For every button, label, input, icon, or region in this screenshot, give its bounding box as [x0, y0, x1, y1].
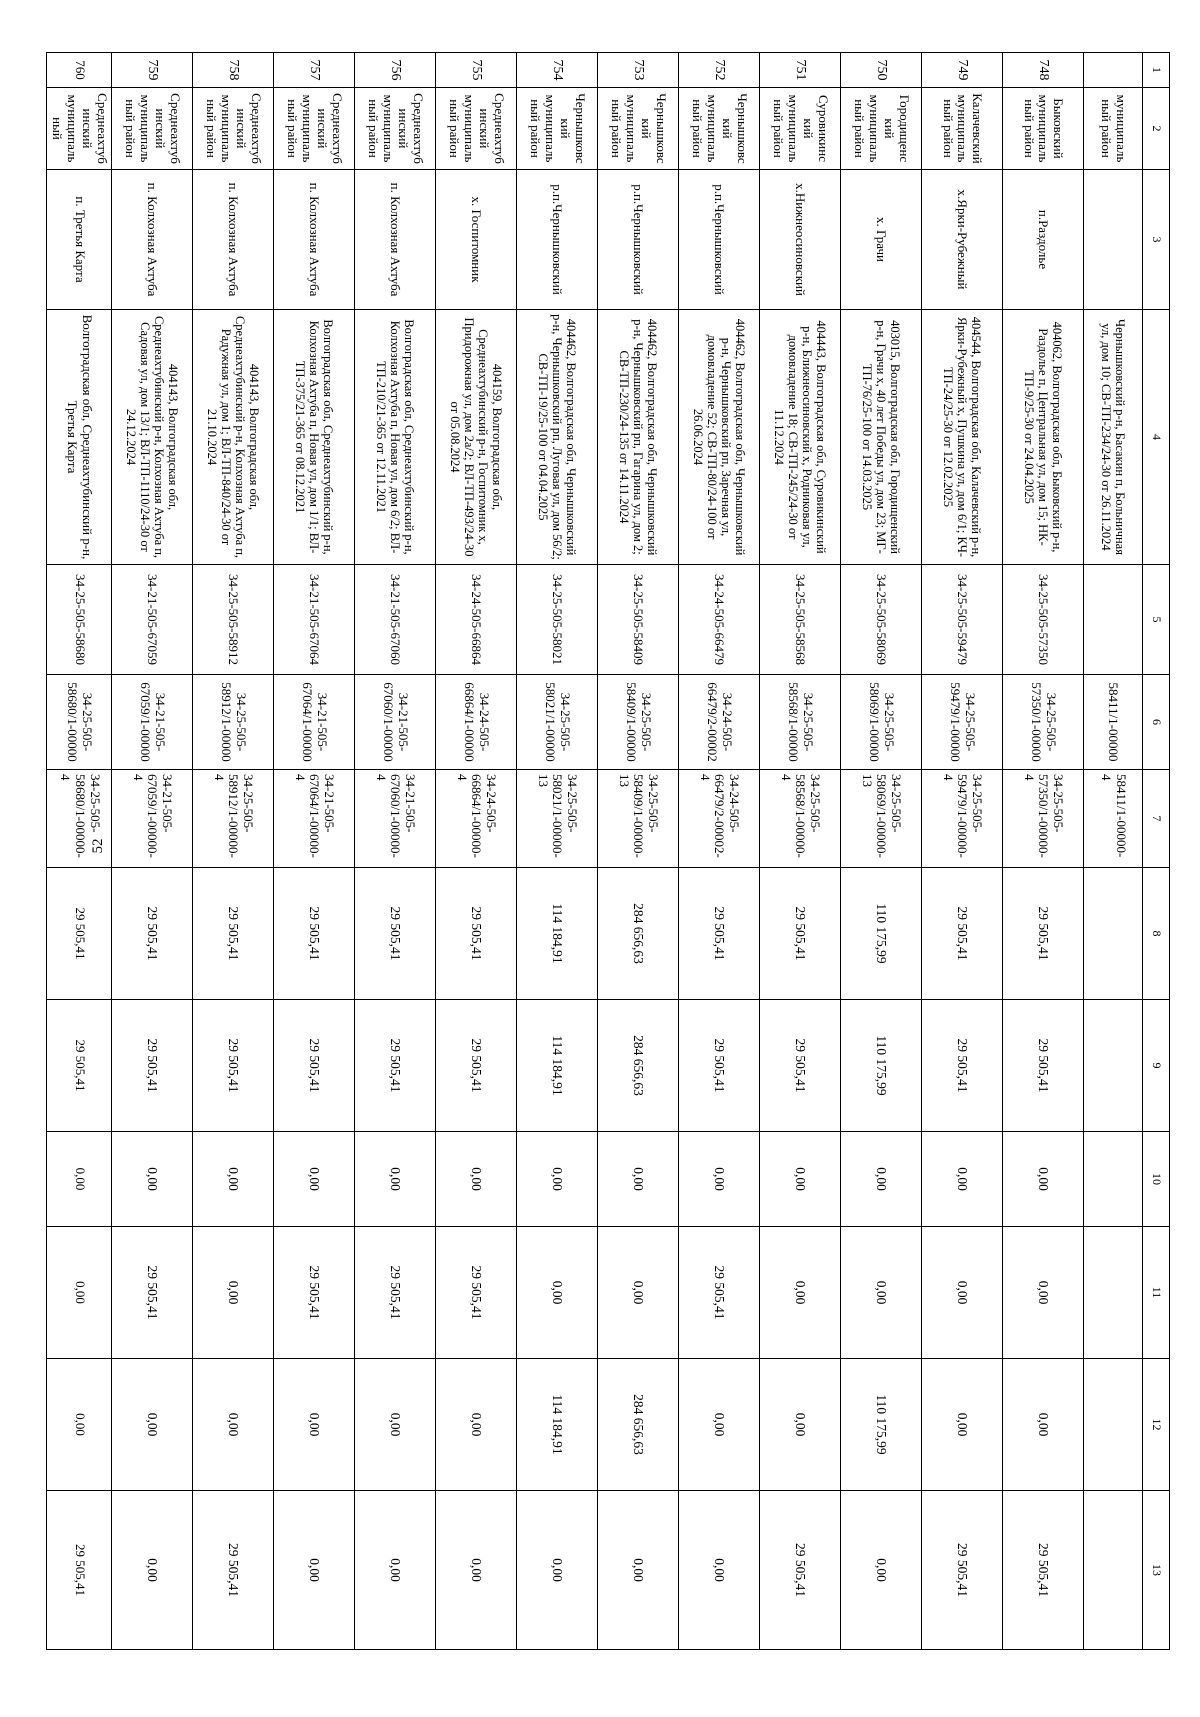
amount-cell: 0,00: [436, 1132, 517, 1227]
amount-cell: 29 505,41: [760, 1000, 841, 1132]
row-index: 760: [47, 53, 112, 88]
subaccount-cell: 34-21-505-67064/1-00000-4: [274, 770, 355, 868]
amount-cell: 29 505,41: [922, 1000, 1003, 1132]
amount-cell: 29 505,41: [193, 1491, 274, 1650]
table-row: [274, 53, 355, 1650]
amount-cell: 0,00: [679, 1359, 760, 1491]
district-cell: Среднеахтубинский муниципальный район: [193, 88, 274, 170]
rotated-table-container: [50, 52, 1170, 1649]
account-cell: 34-21-505-67064/1-00000: [274, 675, 355, 770]
amount-cell: 0,00: [760, 1132, 841, 1227]
amount-cell: 0,00: [355, 1132, 436, 1227]
table-body: [47, 53, 1170, 1650]
amount-cell: 0,00: [112, 1359, 193, 1491]
amount-cell: 114 184,91: [517, 868, 598, 1000]
code-cell: 34-25-505-59479: [922, 565, 1003, 675]
amount-cell: 29 505,41: [193, 1000, 274, 1132]
settlement-cell: п. Колхозная Ахтуба: [112, 170, 193, 310]
column-number-header: 8: [1143, 868, 1170, 1000]
row-index: [1084, 53, 1143, 88]
district-cell: Чернышковский муниципальный район: [517, 88, 598, 170]
amount-cell: 0,00: [355, 1491, 436, 1650]
address-cell: 404143, Волгоградская обл, Среднеахтубинский р-н, Колхозная Ахтуба п, Радужная ул, дом 1; ВЛ-ТП-840/24-30 от 21.10.2024: [193, 310, 274, 565]
code-cell: 34-24-505-66864: [436, 565, 517, 675]
page-number: 52: [90, 838, 106, 854]
amount-cell: 110 175,99: [841, 868, 922, 1000]
amount-cell: 0,00: [598, 1132, 679, 1227]
row-index: 755: [436, 53, 517, 88]
amount-cell: 29 505,41: [355, 868, 436, 1000]
settlement-cell: [1084, 170, 1143, 310]
column-number-header: 2: [1143, 88, 1170, 170]
district-cell: Среднеахтубинский муниципальный район: [112, 88, 193, 170]
amount-cell: [1084, 1227, 1143, 1359]
amount-cell: 29 505,41: [679, 1227, 760, 1359]
amount-cell: 0,00: [436, 1491, 517, 1650]
row-index: 756: [355, 53, 436, 88]
amount-cell: 29 505,41: [47, 1000, 112, 1132]
amount-cell: [1084, 1000, 1143, 1132]
account-cell: 34-21-505-67060/1-00000: [355, 675, 436, 770]
settlement-cell: п. Колхозная Ахтуба: [355, 170, 436, 310]
subaccount-cell: 34-24-505-66864/1-00000-4: [436, 770, 517, 868]
table-row: [355, 53, 436, 1650]
subaccount-cell: 34-25-505-58069/1-00000-13: [841, 770, 922, 868]
address-cell: Волгоградская обл, Среднеахтубинский р-н, Колхозная Ахтуба п, Новая ул, дом 6/2; ВЛ-ТП-210/21-365 от 12.11.2021: [355, 310, 436, 565]
settlement-cell: п. Колхозная Ахтуба: [193, 170, 274, 310]
code-cell: 34-25-505-58912: [193, 565, 274, 675]
amount-cell: 114 184,91: [517, 1359, 598, 1491]
district-cell: Среднеахтубинский муниципальный район: [274, 88, 355, 170]
table-row: [679, 53, 760, 1650]
amount-cell: 0,00: [1003, 1227, 1084, 1359]
district-cell: Городищенский муниципальный район: [841, 88, 922, 170]
settlement-cell: х.Ярки-Рубежный: [922, 170, 1003, 310]
address-cell: 404462, Волгоградская обл, Чернышковский р-н, Чернышковский рп, Гагарина ул, дом 2; СВ-ТП-230/24-135 от 14.11.2024: [598, 310, 679, 565]
column-number-header: 13: [1143, 1491, 1170, 1650]
address-cell: 404544, Волгоградская обл, Калачевский р-н, Ярки-Рубежный х, Пушкина ул, дом 6/1; КЧ-ТП-24/25-30 от 12.02.2025: [922, 310, 1003, 565]
amount-cell: 29 505,41: [274, 1227, 355, 1359]
column-number-header: 7: [1143, 770, 1170, 868]
amount-cell: 29 505,41: [1003, 868, 1084, 1000]
amount-cell: 0,00: [760, 1227, 841, 1359]
amount-cell: 0,00: [355, 1359, 436, 1491]
amount-cell: 284 656,63: [598, 1000, 679, 1132]
account-cell: 34-25-505-58021/1-00000: [517, 675, 598, 770]
subaccount-cell: 34-21-505-67060/1-00000-4: [355, 770, 436, 868]
amount-cell: 29 505,41: [1003, 1000, 1084, 1132]
table-row: [760, 53, 841, 1650]
account-cell: 34-25-505-59479/1-00000: [922, 675, 1003, 770]
code-cell: 34-25-505-57350: [1003, 565, 1084, 675]
amount-cell: [1084, 868, 1143, 1000]
subaccount-cell: 34-25-505-58409/1-00000-13: [598, 770, 679, 868]
column-number-header: 1: [1143, 53, 1170, 88]
district-cell: Среднеахтубинский муниципальный район: [436, 88, 517, 170]
address-cell: 404443, Волгоградская обл, Суровикинский р-н, Ближнеосиновский х, Родниковая ул, домовладение 18; СВ-ТП-245/24-30 от 11.12.2024: [760, 310, 841, 565]
table-row: [598, 53, 679, 1650]
subaccount-cell: 34-25-505-58021/1-00000-13: [517, 770, 598, 868]
subaccount-cell: 34-21-505-67059/1-00000-4: [112, 770, 193, 868]
continued-row: [1084, 53, 1143, 1650]
amount-cell: 29 505,41: [47, 1491, 112, 1650]
row-index: 750: [841, 53, 922, 88]
account-cell: 34-25-505-57350/1-00000: [1003, 675, 1084, 770]
amount-cell: 0,00: [922, 1359, 1003, 1491]
amount-cell: 29 505,41: [193, 868, 274, 1000]
amount-cell: 29 505,41: [679, 868, 760, 1000]
district-cell: муниципальный район: [1084, 88, 1143, 170]
amount-cell: 0,00: [679, 1491, 760, 1650]
amount-cell: 0,00: [112, 1132, 193, 1227]
district-cell: Суровикинский муниципальный район: [760, 88, 841, 170]
amount-cell: 0,00: [760, 1359, 841, 1491]
amount-cell: 29 505,41: [436, 1227, 517, 1359]
row-index: 758: [193, 53, 274, 88]
settlement-cell: р.п.Чернышковский: [598, 170, 679, 310]
amount-cell: [1084, 1491, 1143, 1650]
subaccount-cell: 34-25-505-57350/1-00000-4: [1003, 770, 1084, 868]
settlement-cell: п. Третья Карта: [47, 170, 112, 310]
amount-cell: 0,00: [274, 1132, 355, 1227]
amount-cell: 0,00: [47, 1359, 112, 1491]
account-cell: 34-25-505-58912/1-00000: [193, 675, 274, 770]
address-cell: 404159, Волгоградская обл, Среднеахтубинский р-н, Госпитомник х, Придорожная ул, дом 2а/2; ВЛ-ТП-493/24-30 от 05.08.2024: [436, 310, 517, 565]
amount-cell: 29 505,41: [760, 868, 841, 1000]
district-cell: Калачевский муниципальный район: [922, 88, 1003, 170]
amount-cell: 0,00: [841, 1227, 922, 1359]
code-cell: 34-25-505-58680: [47, 565, 112, 675]
address-cell: 404462, Волгоградская обл, Чернышковский р-н, Чернышковский рп, Заречная ул, домовладение 52; СВ-ТП-80/24-100 от 26.06.2024: [679, 310, 760, 565]
settlement-cell: х.Нижнеосиновский: [760, 170, 841, 310]
amount-cell: [1084, 1359, 1143, 1491]
amount-cell: 29 505,41: [47, 868, 112, 1000]
row-index: 757: [274, 53, 355, 88]
amount-cell: 284 656,63: [598, 868, 679, 1000]
column-number-header: 5: [1143, 565, 1170, 675]
subaccount-cell: 34-25-505-59479/1-00000-4: [922, 770, 1003, 868]
amount-cell: 29 505,41: [274, 868, 355, 1000]
address-cell: Волгоградская обл, Среднеахтубинский р-н, Колхозная Ахтуба п, Новая ул, дом 1/1; ВЛ-ТП-375/21-365 от 08.12.2021: [274, 310, 355, 565]
amount-cell: 0,00: [922, 1227, 1003, 1359]
amount-cell: 0,00: [47, 1227, 112, 1359]
code-cell: 34-21-505-67060: [355, 565, 436, 675]
account-cell: 58411/1-00000: [1084, 675, 1143, 770]
amount-cell: 0,00: [517, 1491, 598, 1650]
code-cell: 34-25-505-58021: [517, 565, 598, 675]
table-row: [112, 53, 193, 1650]
settlement-cell: х. Госпитомник: [436, 170, 517, 310]
amount-cell: 114 184,91: [517, 1000, 598, 1132]
amount-cell: 0,00: [598, 1227, 679, 1359]
amount-cell: 29 505,41: [1003, 1491, 1084, 1650]
column-number-header: 4: [1143, 310, 1170, 565]
amount-cell: 29 505,41: [760, 1491, 841, 1650]
subaccount-cell: 34-25-505-58912/1-00000-4: [193, 770, 274, 868]
amount-cell: 29 505,41: [436, 868, 517, 1000]
amount-cell: 284 656,63: [598, 1359, 679, 1491]
amount-cell: 29 505,41: [355, 1227, 436, 1359]
address-cell: 404062, Волгоградская обл, Быковский р-н, Раздолье п, Центральная ул, дом 15; НК-ТП-9/25-30 от 24.04.2025: [1003, 310, 1084, 565]
district-cell: Чернышковский муниципальный район: [679, 88, 760, 170]
amount-cell: 0,00: [112, 1491, 193, 1650]
amount-cell: 0,00: [193, 1359, 274, 1491]
amount-cell: 110 175,99: [841, 1359, 922, 1491]
column-number-header: 3: [1143, 170, 1170, 310]
account-cell: 34-21-505-67059/1-00000: [112, 675, 193, 770]
account-cell: 34-24-505-66479/2-00002: [679, 675, 760, 770]
amount-cell: 0,00: [517, 1132, 598, 1227]
register-table: [46, 52, 1170, 1650]
amount-cell: 0,00: [598, 1491, 679, 1650]
amount-cell: 29 505,41: [679, 1000, 760, 1132]
district-cell: Среднеахтубинский муниципальный: [47, 88, 112, 170]
account-cell: 34-25-505-58409/1-00000: [598, 675, 679, 770]
row-index: 751: [760, 53, 841, 88]
address-cell: 404462, Волгоградская обл, Чернышковский р-н, Чернышковский рп, Луговая ул, дом 56/2; СВ-ТП-19/25-100 от 04.04.2025: [517, 310, 598, 565]
amount-cell: 0,00: [274, 1491, 355, 1650]
amount-cell: 29 505,41: [922, 1491, 1003, 1650]
amount-cell: 29 505,41: [112, 868, 193, 1000]
amount-cell: 0,00: [517, 1227, 598, 1359]
row-index: 748: [1003, 53, 1084, 88]
code-cell: 34-25-505-58409: [598, 565, 679, 675]
amount-cell: 0,00: [193, 1132, 274, 1227]
table-row: [841, 53, 922, 1650]
amount-cell: 0,00: [841, 1132, 922, 1227]
district-cell: Чернышковский муниципальный район: [598, 88, 679, 170]
amount-cell: 0,00: [1003, 1359, 1084, 1491]
subaccount-cell: 34-25-505-58680/1-00000-4: [47, 770, 112, 868]
account-cell: 34-25-505-58680/1-00000: [47, 675, 112, 770]
address-cell: Волгоградская обл, Среднеахтубинский р-н, Третья Карта: [47, 310, 112, 565]
amount-cell: 29 505,41: [355, 1000, 436, 1132]
settlement-cell: р.п.Чернышковский: [517, 170, 598, 310]
amount-cell: 0,00: [841, 1491, 922, 1650]
row-index: 749: [922, 53, 1003, 88]
table-row-partial: [47, 53, 112, 1650]
district-cell: Среднеахтубинский муниципальный район: [355, 88, 436, 170]
amount-cell: 29 505,41: [274, 1000, 355, 1132]
column-number-header: 6: [1143, 675, 1170, 770]
amount-cell: 29 505,41: [922, 868, 1003, 1000]
code-cell: 34-24-505-66479: [679, 565, 760, 675]
code-cell: [1084, 565, 1143, 675]
row-index: 759: [112, 53, 193, 88]
amount-cell: 0,00: [193, 1227, 274, 1359]
row-index: 754: [517, 53, 598, 88]
amount-cell: 0,00: [274, 1359, 355, 1491]
amount-cell: 0,00: [436, 1359, 517, 1491]
amount-cell: 0,00: [1003, 1132, 1084, 1227]
row-index: 752: [679, 53, 760, 88]
subaccount-cell: 34-24-505-66479/2-00002-4: [679, 770, 760, 868]
amount-cell: 110 175,99: [841, 1000, 922, 1132]
code-cell: 34-21-505-67059: [112, 565, 193, 675]
subaccount-cell: 58411/1-00000-4: [1084, 770, 1143, 868]
address-cell: 403015, Волгоградская обл, Городищенский р-н, Грачи х, 40 лет Победы ул, дом 23; МГ-ТП-76/25-100 от 14.03.2025: [841, 310, 922, 565]
table-row: [922, 53, 1003, 1650]
code-cell: 34-21-505-67064: [274, 565, 355, 675]
amount-cell: 29 505,41: [436, 1000, 517, 1132]
table-row: [436, 53, 517, 1650]
column-number-header: 11: [1143, 1227, 1170, 1359]
settlement-cell: р.п.Чернышковский: [679, 170, 760, 310]
amount-cell: 0,00: [679, 1132, 760, 1227]
account-cell: 34-24-505-66864/1-00000: [436, 675, 517, 770]
address-cell: 404143, Волгоградская обл, Среднеахтубинский р-н, Колхозная Ахтуба п, Садовая ул, дом 13/1; ВЛ-ТП-1110/24-30 от 24.12.2024: [112, 310, 193, 565]
table-row: [1003, 53, 1084, 1650]
table-row: [517, 53, 598, 1650]
amount-cell: 0,00: [922, 1132, 1003, 1227]
code-cell: 34-25-505-58568: [760, 565, 841, 675]
table-row: [193, 53, 274, 1650]
column-number-header: 12: [1143, 1359, 1170, 1491]
amount-cell: 29 505,41: [112, 1000, 193, 1132]
amount-cell: [1084, 1132, 1143, 1227]
code-cell: 34-25-505-58069: [841, 565, 922, 675]
settlement-cell: х. Грачи: [841, 170, 922, 310]
district-cell: Быковский муниципальный район: [1003, 88, 1084, 170]
row-index: 753: [598, 53, 679, 88]
amount-cell: 29 505,41: [112, 1227, 193, 1359]
settlement-cell: п.Раздолье: [1003, 170, 1084, 310]
account-cell: 34-25-505-58568/1-00000: [760, 675, 841, 770]
address-cell: Чернышковский р-н, Басакин п, Больничная ул, дом 10; СВ-ТП-234/24-30 от 26.11.2024: [1084, 310, 1143, 565]
column-number-header: 10: [1143, 1132, 1170, 1227]
account-cell: 34-25-505-58069/1-00000: [841, 675, 922, 770]
subaccount-cell: 34-25-505-58568/1-00000-4: [760, 770, 841, 868]
settlement-cell: п. Колхозная Ахтуба: [274, 170, 355, 310]
column-number-header: 9: [1143, 1000, 1170, 1132]
amount-cell: 0,00: [47, 1132, 112, 1227]
column-number-row: [1143, 53, 1170, 1650]
